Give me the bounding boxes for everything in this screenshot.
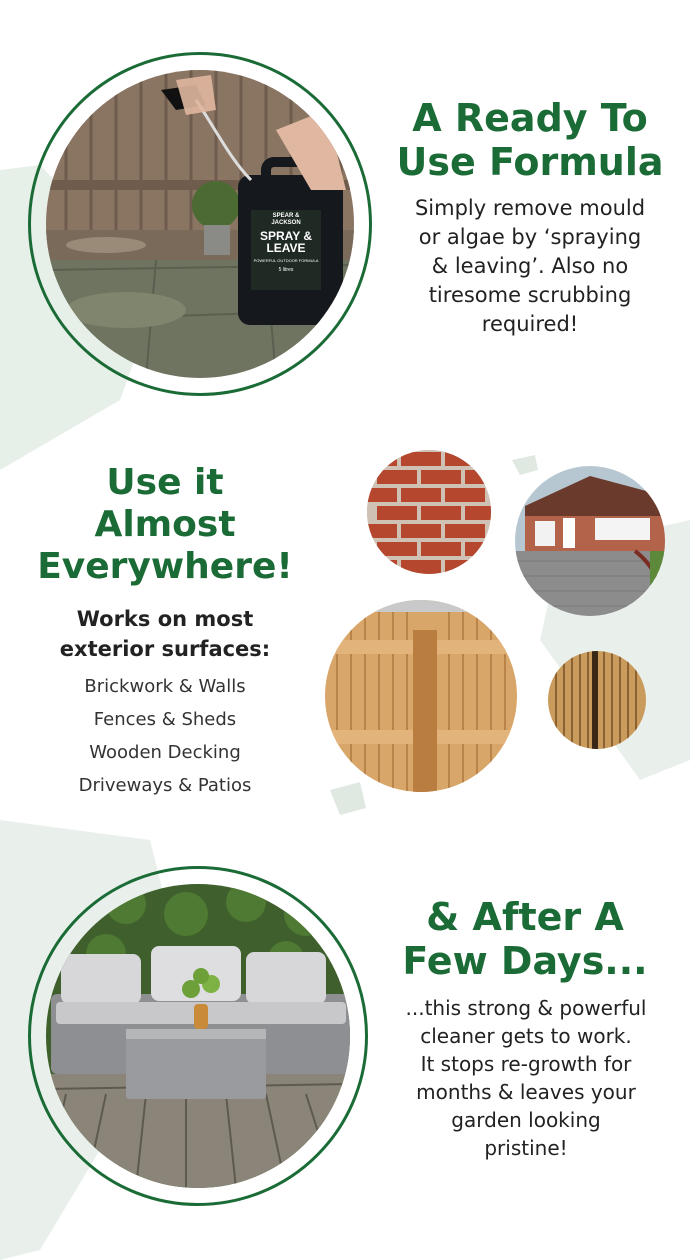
product-name-line1: SPRAY & (259, 229, 313, 243)
decking-photo (548, 651, 646, 749)
section3-body-line: pristine! (484, 1136, 568, 1160)
section2-heading-line3: Everywhere! (37, 546, 293, 587)
surfaces-list (25, 670, 305, 802)
product-volume: 5 litres (278, 267, 294, 273)
product-brand-line1: SPEAR & (272, 213, 300, 219)
fence-photo (325, 600, 517, 792)
section1-body (385, 194, 675, 339)
section1-heading-line2: Use Formula (396, 140, 664, 184)
brickwork-photo (367, 450, 491, 574)
section3-heading (380, 895, 670, 983)
section1-body-line: Simply remove mould (414, 196, 646, 220)
section3-body (378, 994, 674, 1162)
product-tagline: POWERFUL OUTDOOR FORMULA (253, 258, 319, 263)
section3-body-line: It stops re-growth for (420, 1052, 632, 1076)
section2-heading-line2: Almost (94, 504, 236, 545)
section2-subheading-line2: exterior surfaces: (59, 637, 271, 661)
surface-item-brickwork: Brickwork & Walls (84, 676, 246, 697)
section1-heading-line1: A Ready To (412, 96, 648, 140)
section3-body-line: months & leaves your (416, 1080, 636, 1104)
section2-heading-line1: Use it (106, 462, 224, 503)
section3-body-line: garden looking (451, 1108, 601, 1132)
product-label (251, 210, 321, 290)
section2-heading (20, 462, 310, 588)
clean-patio-photo (46, 884, 350, 1188)
product-name (251, 230, 321, 254)
product-brand (251, 213, 321, 227)
surface-item-decking: Wooden Decking (89, 742, 241, 763)
section1-body-line: tiresome scrubbing (428, 283, 632, 307)
section2-subheading-line1: Works on most (76, 607, 254, 631)
section1-heading (385, 96, 675, 184)
section1-body-line: required! (481, 312, 579, 336)
section2-subheading (25, 604, 305, 664)
surface-item-driveways: Driveways & Patios (78, 775, 252, 796)
product-brand-line2: JACKSON (271, 220, 301, 226)
section1-body-line: & leaving’. Also no (431, 254, 629, 278)
section1-body-line: or algae by ‘spraying (418, 225, 642, 249)
product-spray-photo (46, 70, 354, 378)
section3-body-line: ...this strong & powerful (405, 996, 647, 1020)
product-name-line2: LEAVE (266, 241, 306, 255)
surface-item-fences: Fences & Sheds (93, 709, 237, 730)
section3-heading-line2: Few Days... (402, 939, 648, 983)
driveway-photo (515, 466, 665, 616)
section3-body-line: cleaner gets to work. (420, 1024, 632, 1048)
section3-heading-line1: & After A (426, 895, 624, 939)
